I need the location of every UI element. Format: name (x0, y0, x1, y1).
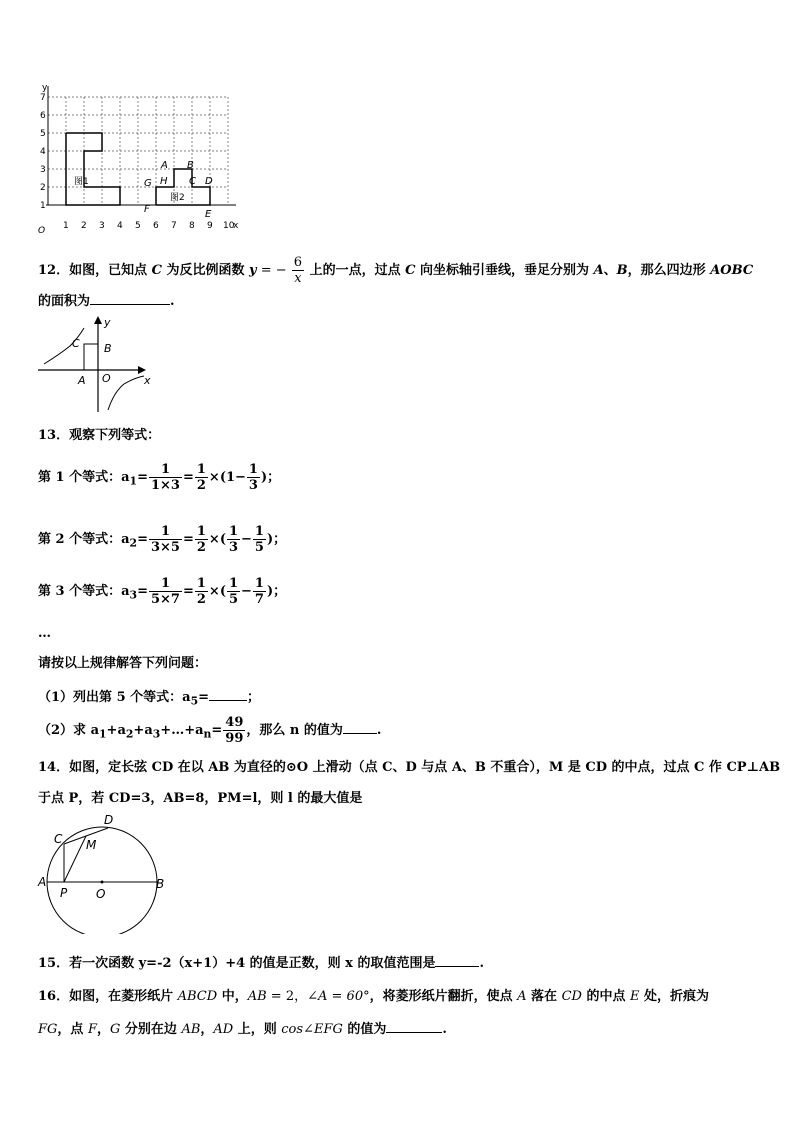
equation-1: 第 1 个等式：$a_1=$ $\frac{1}{1\times 3}$ = $\frac{1}{2}$ ×(1− $\frac{1}{3}$ )； (38, 462, 281, 493)
question-14-line1: 14．如图，定长弦 CD 在以 AB 为直径的⊙O 上滑动（点 C、D 与点 A、B 不重合），M 是 CD 的中点，过点 C 作 CP⊥AB (38, 760, 781, 775)
svg-text:y: y (42, 83, 48, 93)
svg-text:E: E (205, 209, 212, 220)
question-14-line2: 于点 P，若 CD=3，AB=8，PM=l，则 l 的最大值是 (38, 791, 363, 806)
question-13-title: 13．观察下列等式： (38, 428, 161, 443)
svg-text:O: O (38, 226, 46, 236)
question-15: 15．若一次函数 y=-2（x+1）+4 的值是正数，则 x 的取值范围是 . (38, 956, 484, 971)
svg-text:10: 10 (223, 221, 235, 231)
part-1: （1）列出第 5 个等式：$a_5=$ ； (38, 690, 261, 708)
part-2: （2）求 $a_1+a_2+a_3+\dots+a_n=$ $\frac{49}{99}$ ，那么 n 的值为 . (38, 715, 382, 746)
svg-text:F: F (144, 204, 150, 215)
question-12-line2: 的面积为 . (38, 294, 175, 309)
svg-text:7: 7 (171, 221, 177, 231)
ellipsis: … (38, 626, 51, 641)
svg-text:6: 6 (40, 111, 46, 121)
question-16-line1: 16．如图，在菱形纸片 ABCD 中，AB = 2，∠A = 60°，将菱形纸片翻折，使点 A 落在 CD 的中点 E 处，折痕为 (38, 989, 710, 1004)
svg-text:C: C (72, 337, 80, 350)
svg-text:4: 4 (117, 221, 123, 231)
svg-text:M: M (86, 838, 97, 852)
svg-text:3: 3 (99, 221, 105, 231)
svg-text:x: x (144, 374, 151, 387)
svg-text:G: G (144, 178, 152, 189)
question-16-line2: FG，点 F，G 分别在边 AB，AD 上，则 cos∠EFG 的值为 . (38, 1022, 447, 1037)
svg-text:B: B (187, 160, 194, 171)
svg-text:A: A (78, 374, 86, 387)
svg-text:A: A (161, 160, 168, 171)
answer-blank-13-2[interactable] (343, 721, 377, 734)
svg-text:H: H (160, 176, 168, 187)
svg-text:O: O (96, 887, 106, 901)
svg-text:D: D (205, 176, 213, 187)
svg-text:4: 4 (40, 147, 46, 157)
equation-3: 第 3 个等式：$a_3=$ $\frac{1}{5\times 7}$ = $\frac{1}{2}$ ×( $\frac{1}{5}$ − $\frac{1}{7}$ )； (38, 576, 287, 607)
svg-text:y: y (104, 316, 111, 329)
svg-text:O: O (102, 372, 111, 385)
svg-text:P: P (60, 886, 68, 900)
svg-text:3: 3 (40, 165, 46, 175)
circle-figure (34, 810, 174, 934)
svg-text:A: A (38, 875, 47, 889)
svg-text:8: 8 (189, 221, 195, 231)
svg-text:x: x (233, 221, 239, 231)
svg-text:D: D (104, 813, 114, 827)
equation-2: 第 2 个等式：$a_2=$ $\frac{1}{3\times 5}$ = $\frac{1}{2}$ ×( $\frac{1}{3}$ − $\frac{1}{5}$ )； (38, 524, 287, 555)
svg-text:图1: 图1 (74, 177, 89, 187)
svg-text:C: C (189, 176, 196, 187)
answer-blank-12[interactable] (90, 292, 170, 305)
svg-text:5: 5 (135, 221, 141, 231)
instruction: 请按以上规律解答下列问题： (38, 656, 208, 671)
svg-text:2: 2 (40, 183, 46, 193)
svg-text:7: 7 (40, 93, 46, 103)
question-12-line1: 12．如图，已知点 C 为反比例函数 y = − $\frac{6}{x}$ 上的一点，过点 C 向坐标轴引垂线，垂足分别为 A、B，那么四边形 AOBC (38, 255, 754, 286)
answer-blank-16[interactable] (386, 1020, 442, 1033)
svg-text:6: 6 (153, 221, 159, 231)
svg-text:9: 9 (207, 221, 213, 231)
svg-text:1: 1 (63, 221, 69, 231)
hyperbola-figure (36, 314, 176, 416)
svg-text:C: C (54, 832, 63, 846)
svg-text:B: B (104, 342, 112, 355)
answer-blank-13-1[interactable] (209, 688, 247, 701)
answer-blank-15[interactable] (435, 954, 479, 967)
svg-text:图2: 图2 (170, 193, 185, 203)
grid-figure (30, 78, 260, 238)
svg-text:5: 5 (40, 129, 46, 139)
svg-text:B: B (156, 877, 165, 891)
svg-text:2: 2 (81, 221, 87, 231)
svg-text:1: 1 (40, 201, 46, 211)
